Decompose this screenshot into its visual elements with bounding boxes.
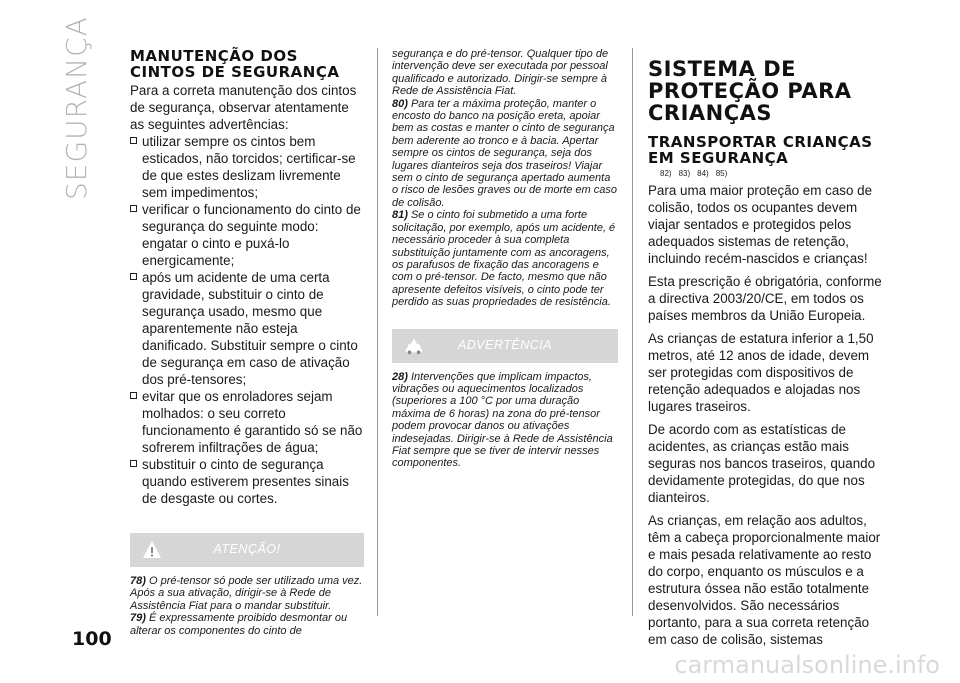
attention-box-header [130, 533, 364, 567]
child-protection-heading: SISTEMA DE PROTEÇÃO PARA CRIANÇAS [648, 57, 852, 125]
bullet-item: evitar que os enroladores sejam molhados: o seu correto funcionamento é garantido só se não sofrerem infiltrações de água; [130, 388, 364, 456]
footer-watermark: carmanualsonline.info [674, 651, 940, 679]
advert-note-28: 28) Intervenções que implicam impactos, vibrações ou aquecimentos localizados (superiores a 100 °C por uma duração máxima de 6 horas) na zona do pré-tensor podem provocar danos ou ativações indesejadas. Dirigir-se à Rede de Assistência Fiat sempre que se tiver de intervir nesses componentes. [392, 370, 613, 470]
bullet-square-icon [130, 137, 137, 144]
bullet-square-icon [130, 273, 137, 280]
bullet-item: verificar o funcionamento do cinto de segurança do seguinte modo: engatar o cinto e puxá-lo energicamente; [130, 201, 364, 269]
reference-numbers: 82) 83) 84) 85) [660, 169, 728, 178]
bullet-square-icon [130, 460, 137, 467]
column-divider [377, 48, 378, 616]
bullet-square-icon [130, 392, 137, 399]
note-80: 80) Para ter a máxima proteção, manter o encosto do banco na posição ereta, apoiar bem as costas e manter o cinto de segurança bem aderente ao tronco e à bacia. Apertar sempre os cintos de segurança, seja dos lugares dianteiros seja dos traseiros! Viajar sem o cinto de segurança apertado aumenta o risco de lesões graves ou de morte em caso de colisão. [392, 97, 618, 209]
paragraph: Para uma maior proteção em caso de colisão, todos os ocupantes devem viajar sentados e protegidos pelos adequados sistemas de retenção, incluindo recém-nascidos e crianças! [648, 183, 873, 266]
paragraph: As crianças, em relação aos adultos, têm a cabeça proporcionalmente maior e mais pesada relativamente ao resto do corpo, enquanto os músculos e a estrutura óssea não estão totalmente desenvolvidos. São necessários portanto, para a sua correta retenção em caso de colisão, sistemas [648, 513, 881, 647]
column-child-protection [648, 58, 882, 654]
note-81: 81) Se o cinto foi submetido a uma forte solicitação, por exemplo, após um acidente, é necessário proceder à sua completa substituição juntamente com as ancoragens, os parafusos de fixação das ancoragens e com o pré-tensor. De facto, mesmo que não apresente defeitos visíveis, o cinto pode ter perdido as suas propriedades de resistência. [392, 209, 616, 309]
advert-box-header [392, 329, 618, 363]
paragraph: As crianças de estatura inferior a 1,50 metros, até 12 anos de idade, devem ser protegidas com dispositivos de retenção adequados e alojadas nos lugares traseiros. [648, 331, 874, 414]
paragraph: Esta prescrição é obrigatória, conforme a directiva 2003/20/CE, em todos os países membros da União Europeia. [648, 274, 882, 323]
column-divider [632, 48, 633, 616]
bullet-item: após um acidente de uma certa gravidade, substituir o cinto de segurança usado, mesmo que aparentemente não esteja danificado. Substituir sempre o cinto de segurança em caso de ativação dos pré-tensores; [130, 269, 364, 388]
note-79: 79) É expressamente proibido desmontar ou alterar os componentes do cinto de [130, 612, 348, 637]
column-maintenance [130, 48, 364, 637]
paragraph: De acordo com as estatísticas de acidentes, as crianças estão mais seguras nos bancos traseiros, quando devidamente protegidas, do que nos dianteiros. [648, 422, 876, 505]
attention-title: ATENÇÃO! [213, 542, 281, 556]
transport-children-subheading: TRANSPORTAR CRIANÇAS EM SEGURANÇA [648, 133, 873, 167]
page-number: 100 [72, 628, 112, 650]
bullet-square-icon [130, 205, 137, 212]
column-notes [392, 48, 618, 470]
bullet-item: utilizar sempre os cintos bem esticados, não torcidos; certificar-se de que estes deslizam livremente sem impedimentos; [130, 133, 364, 201]
note-78: 78) O pré-tensor só pode ser utilizado uma vez. Após a sua ativação, dirigir-se à Rede de Assistência Fiat para o mandar substituir. [130, 575, 363, 612]
note-79-continued: segurança e do pré-tensor. Qualquer tipo de intervenção deve ser executada por pessoal qualificado e autorizado. Dirigir-se sempre à Rede de Assistência Fiat. [392, 48, 609, 98]
maintenance-heading: MANUTENÇÃO DOS CINTOS DE SEGURANÇA [130, 47, 340, 81]
bullet-item: substituir o cinto de segurança quando estiverem presentes sinais de desgaste ou cortes. [130, 456, 364, 507]
advert-title: ADVERTÊNCIA [457, 337, 553, 352]
section-side-label: SEGURANÇA [60, 16, 93, 200]
maintenance-intro: Para a correta manutenção dos cintos de segurança, observar atentamente as seguintes advertências: [130, 83, 357, 132]
